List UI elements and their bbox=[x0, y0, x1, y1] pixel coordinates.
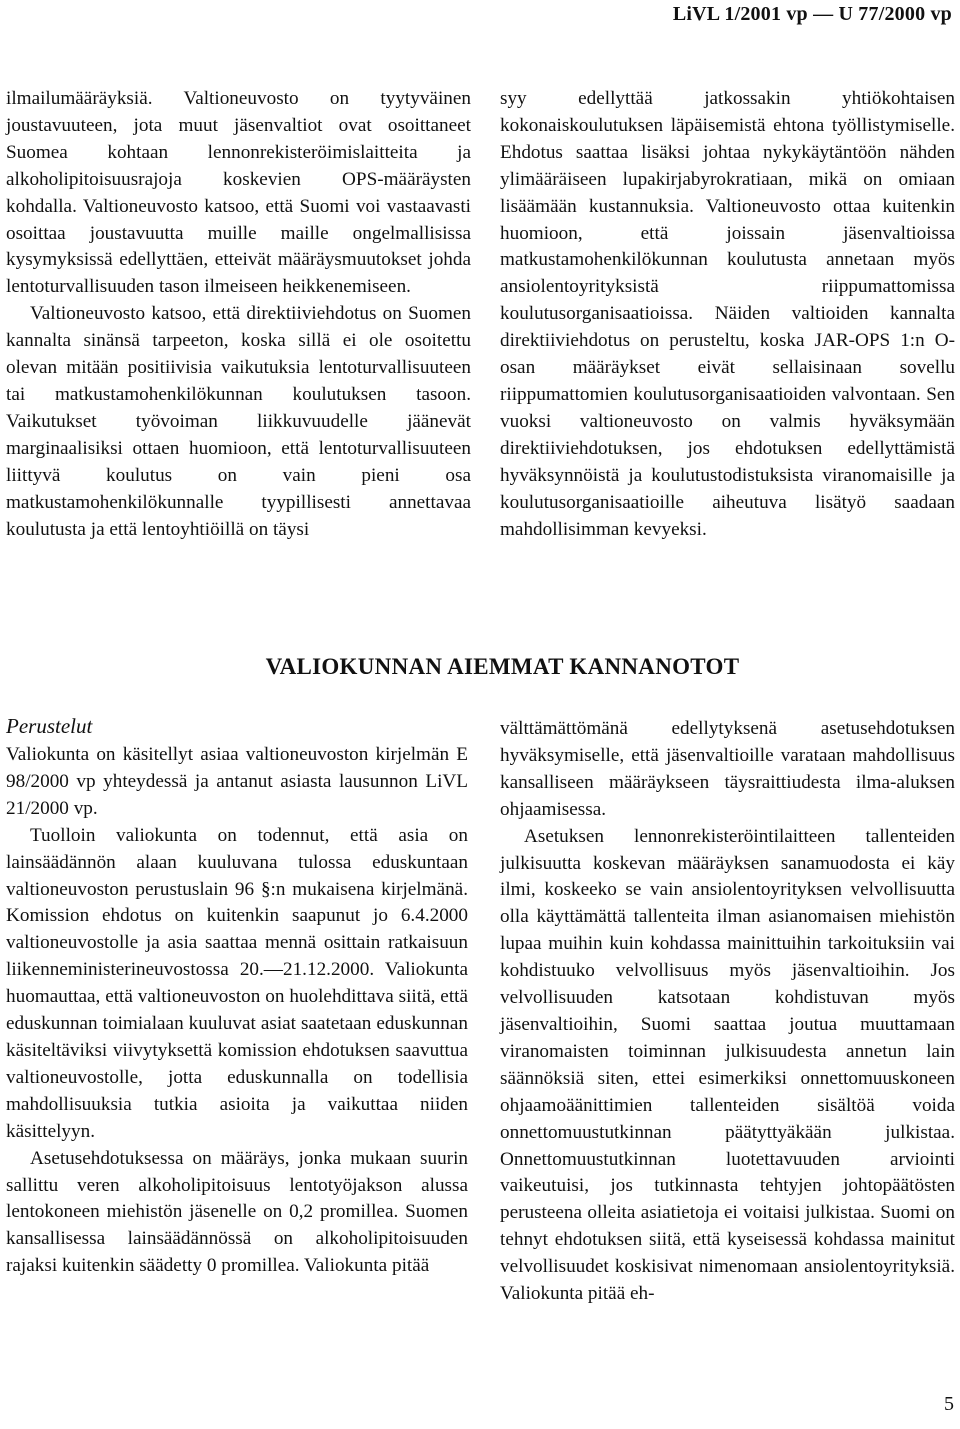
paragraph: Asetusehdotuksessa on määräys, jonka mukaan suurin sallittu veren alkoholipitoisuus lentotyöjakson alussa lentokoneen miehistön jäsenelle on 0,2 promillea. Suomen kansallisessa lainsäädännössä on alkoholipitoisuuden rajaksi kuitenkin säädetty 0 promillea. Valiokunta pitää bbox=[6, 1147, 468, 1277]
paragraph: syy edellyttää jatkossakin yhtiökohtaisen kokonaiskoulutuksen läpäisemistä ehtona työllistymiselle. Ehdotus saattaa lisäksi johtaa nykykäytäntöön nähden ylimääräiseen lupakirjabyrokratiaan, mikä on omiaan lisäämään kustannuksia. Valtioneuvosto ottaa kuitenkin huomioon, että joissain jäsenvaltioissa matkustamohenkilökunnan koulutusta annetaan myös ansiolentoyrityksistä riippumattomissa koulutusorganisaatioissa. Näiden valtioiden kannalta direktiiviehdotus on perusteltu, koska JAR-OPS 1:n O-osan määräykset eivät sellaisinaan sovellu riippumattomien koulutusorganisaatioiden valvontaan. Sen vuoksi valtioneuvosto on valmis hyväksymään direktiiviehdotuksen, jos ehdotuksen edellyttämistä hyväksynnöistä ja koulutustodistuksista viranomaisille ja koulutusorganisaatioille aiheutuva lisätyö saadaan mahdollisimman kevyeksi. bbox=[500, 88, 955, 540]
bottom-left-column bbox=[6, 742, 468, 1280]
top-left-column bbox=[6, 86, 471, 543]
paragraph: Valtioneuvosto katsoo, että direktiiviehdotus on Suomen kannalta sinänsä tarpeeton, koska sillä ei ole osoitettu olevan mitään positiivisia vaikutuksia lentoturvallisuuteen tai matkustamohenkilökunnan koulutuksen tasoon. Vaikutukset työvoiman liikkuvuudelle jäänevät marginaalisiksi ottaen huomioon, että lentoturvallisuuteen liittyvä koulutus on vain pieni osa matkustamohenkilökunnalle tyypillisesti annettavaa koulutusta ja että lentoyhtiöillä on täysi bbox=[6, 303, 471, 540]
page-number: 5 bbox=[944, 1393, 954, 1415]
paragraph: ilmailumääräyksiä. Valtioneuvosto on tyytyväinen joustavuuteen, jota muut jäsenvaltiot ovat osoittaneet Suomea kohtaan lennonrekisteröimislaitteita ja alkoholipitoisuusrajoja koskevien OPS-määräysten kohdalla. Valtioneuvosto katsoo, että Suomi voi vastaavasti osoittaa joustavuutta muille maille ongelmallisissa kysymyksissä edellyttäen, etteivät määräysmuutokset johda lentoturvallisuuden tason ilmeiseen heikkenemiseen. bbox=[6, 88, 471, 298]
paragraph: Valiokunta on käsitellyt asiaa valtioneuvoston kirjelmän E 98/2000 vp yhteydessä ja antanut asiasta lausunnon LiVL 21/2000 vp. bbox=[6, 744, 468, 819]
paragraph: välttämättömänä edellytyksenä asetusehdotuksen hyväksymiselle, että jäsenvaltioille varataan mahdollisuus kansalliseen määräykseen täysraittiudesta ilma-aluksen ohjaamisessa. bbox=[500, 718, 955, 820]
section-heading: VALIOKUNNAN AIEMMAT KANNANOTOT bbox=[265, 654, 740, 679]
running-header: LiVL 1/2001 vp — U 77/2000 vp bbox=[672, 3, 952, 25]
paragraph: Tuolloin valiokunta on todennut, että asia on lainsäädännön alaan kuuluvana tulossa eduskuntaan valtioneuvoston perustuslain 96 §:n mukaisena kirjelmänä. Komission ehdotus on kuitenkin saapunut jo 6.4.2000 valtioneuvostolle ja asia saattaa mennä osittain ratkaisuun liikenneministerineuvostossa 20.—21.12.2000. Valiokunta huomauttaa, että valtioneuvoston on huolehdittava siitä, että eduskunnan toimialaan kuuluvat asiat saatetaan eduskunnan käsiteltäviksi viivytyksettä komission ehdotuksen saavuttua valtioneuvostolle, jotta eduskunnalla on todellisia mahdollisuuksia tutkia asioita ja vaikuttaa niiden käsittelyyn. bbox=[6, 824, 468, 1142]
bottom-right-column bbox=[500, 716, 955, 1308]
top-right-column bbox=[500, 86, 955, 543]
subheading-perustelut: Perustelut bbox=[6, 714, 93, 738]
paragraph: Asetuksen lennonrekisteröintilaitteen tallenteiden julkisuutta koskevan määräyksen sanamuodosta ei käy ilmi, koskeeko se vain ansiolentoyrityksen velvollisuutta olla käyttämättä tallenteita ilman asianomaisen miehistön lupaa muihin kuin kohdassa mainittuihin tarkoituksiin vai kohdistuuko velvollisuus myös jäsenvaltioihin. Jos velvollisuuden katsotaan kohdistuvan myös jäsenvaltioihin, Suomi saattaa joutua muuttamaan viranomaisten toiminnan julkisuudesta annetun lain säännöksiä siten, ettei esimerkiksi onnettomuuskoneen ohjaamoäänittimien tallenteiden sisältöä voida onnettomuustutkinnan päätyttyäkään julkistaa. Onnettomuustutkinnan luotettavuuden arviointi vaikeutuisi, jos tutkinnasta tehtyjen johtopäätösten perusteena olleita asiatietoja ei voitaisi julkistaa. Suomi on tehnyt ehdotuksen siitä, että kyseisessä kohdassa mainitut velvollisuudet koskisivat nimenomaan ansiolentoyrityksiä. Valiokunta pitää eh- bbox=[500, 825, 955, 1305]
